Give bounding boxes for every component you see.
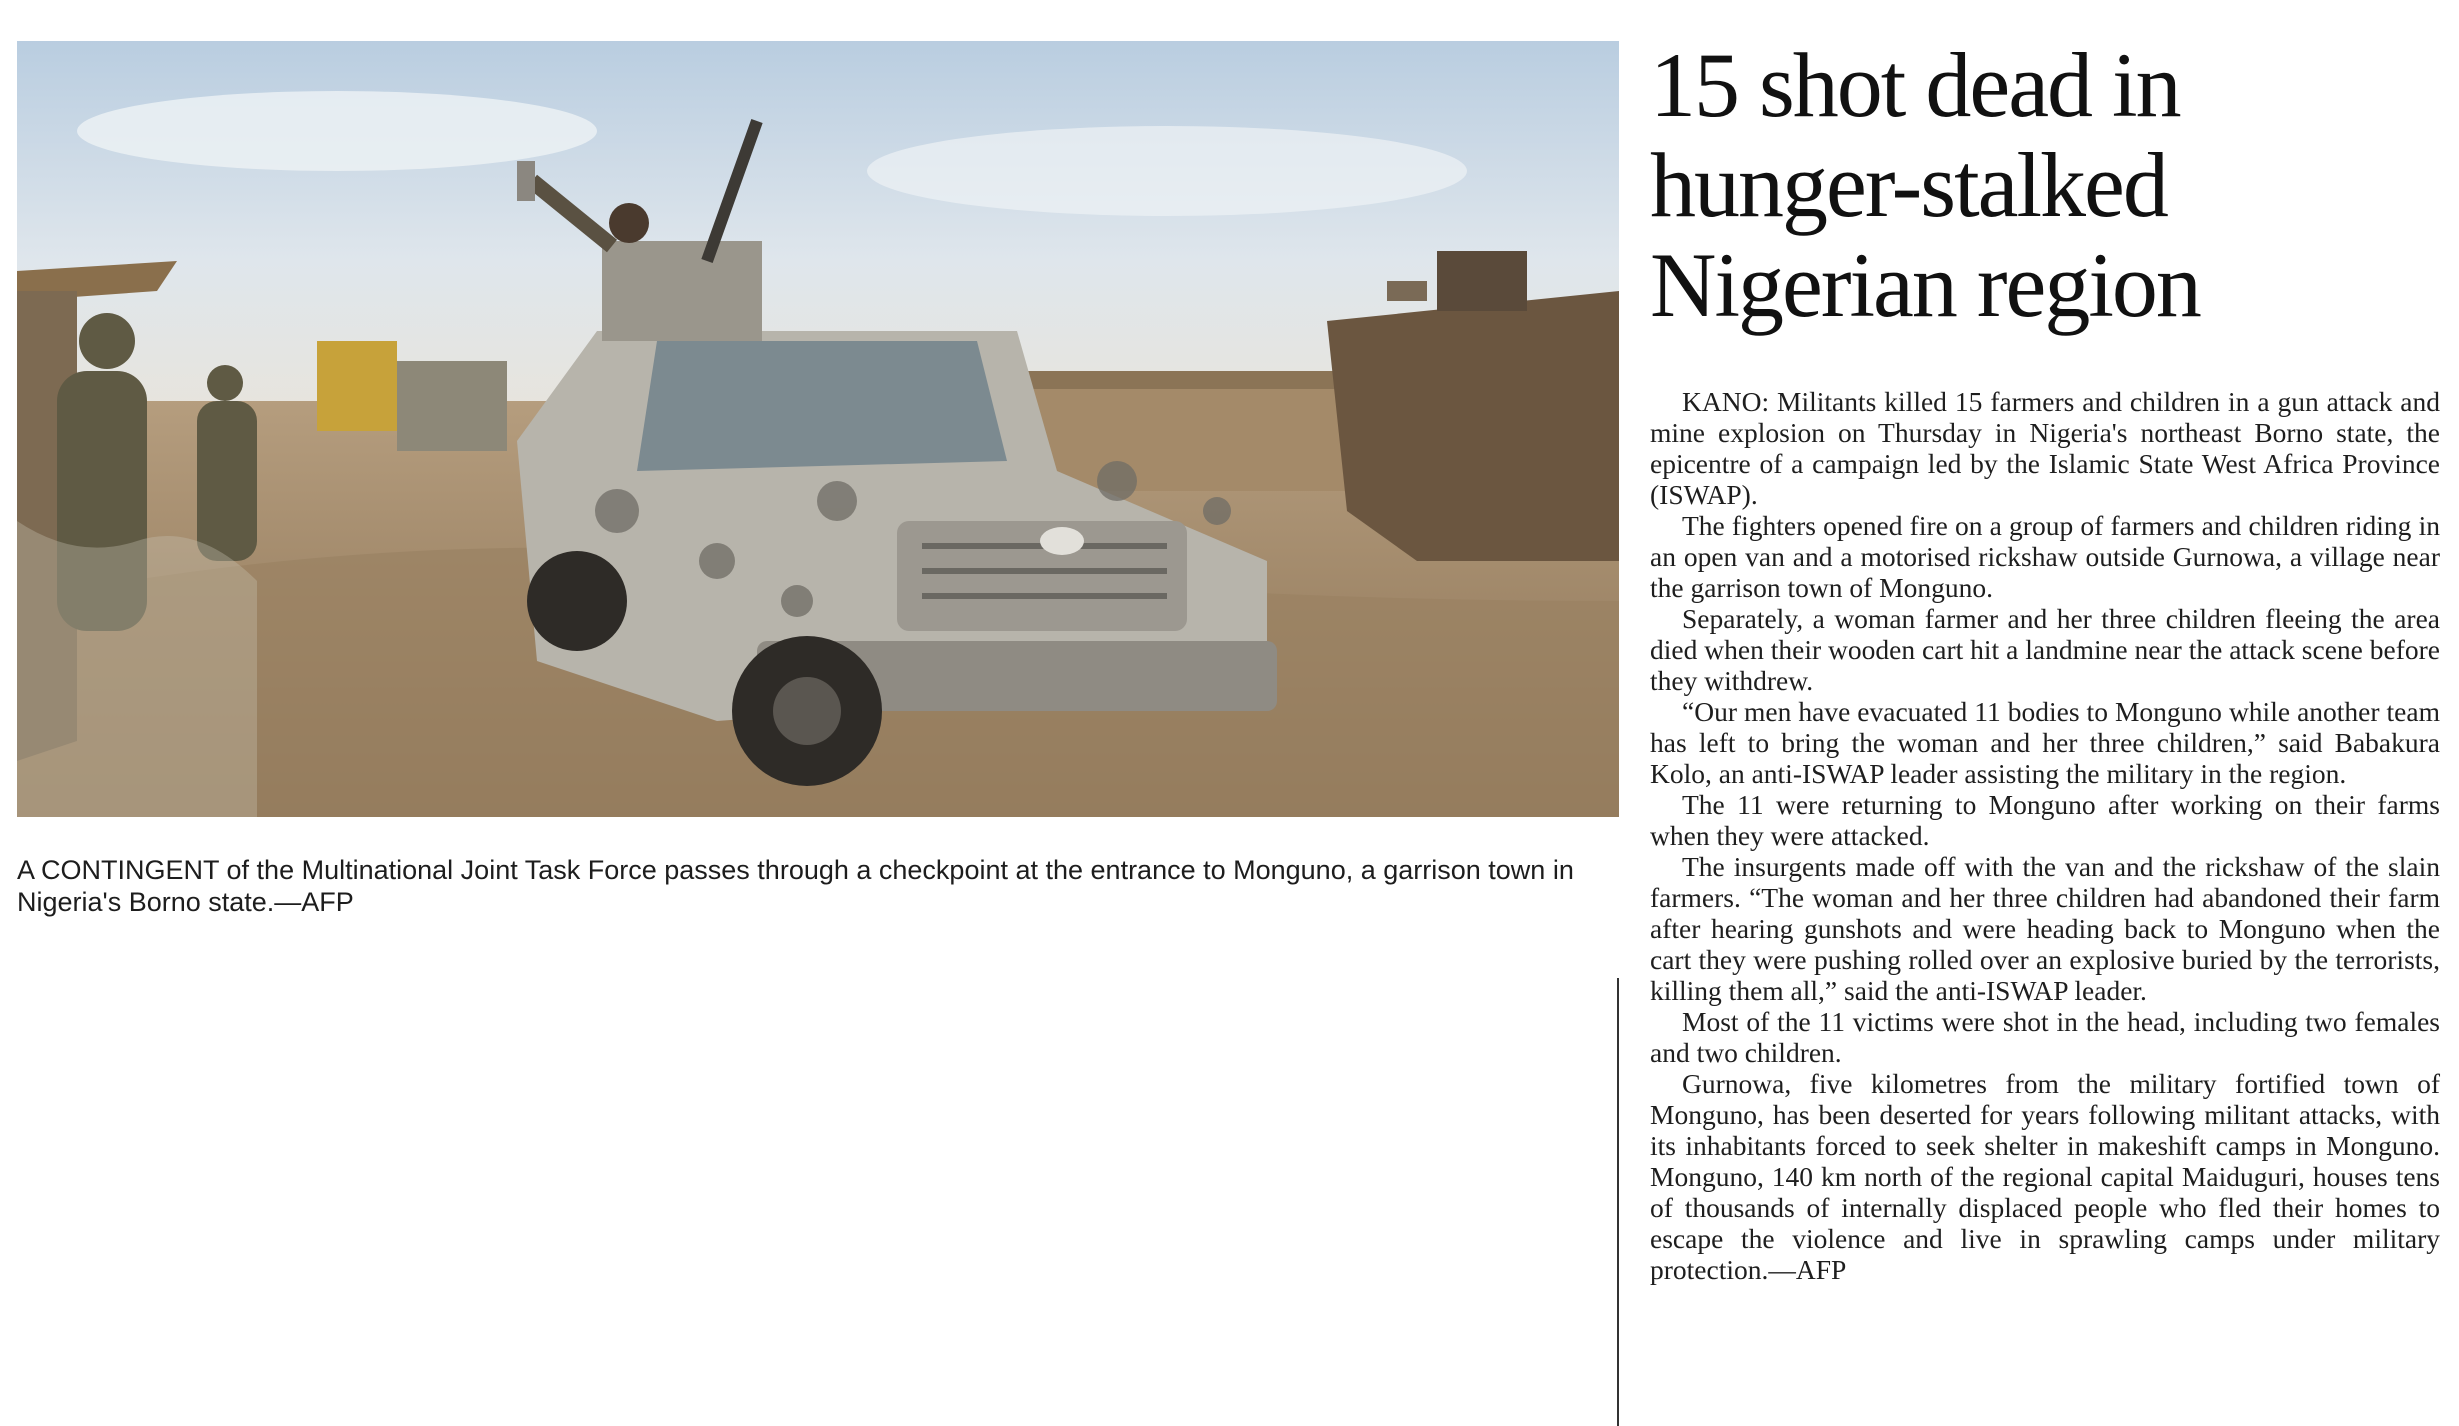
caption-lead: A CONTINGENT <box>17 855 220 885</box>
article-paragraph: The fighters opened fire on a group of farmers and children riding in an open van and a motorised rickshaw outside Gurnowa, a village near the garrison town of Monguno. <box>1650 510 2440 603</box>
article-paragraph: Gurnowa, five kilometres from the military fortified town of Monguno, has been deserted for years following militant attacks, with its inhabitants forced to seek shelter in makeshift camps in Monguno. Monguno, 140 km north of the regional capital Maiduguri, houses tens of thousands of internally displaced people who fled their homes to escape the violence and live in sprawling camps under military protection.—AFP <box>1650 1068 2440 1285</box>
article-paragraph: “Our men have evacuated 11 bodies to Monguno while another team has left to bring the woman and her three children,” said Babakura Kolo, an anti-ISWAP leader assisting the military in the region. <box>1650 696 2440 789</box>
convoy-photo-illustration <box>17 41 1619 817</box>
article-paragraph: Most of the 11 victims were shot in the head, including two females and two children. <box>1650 1006 2440 1068</box>
news-photo <box>17 41 1619 817</box>
column-rule <box>1617 978 1619 1426</box>
article-paragraph: The insurgents made off with the van and the rickshaw of the slain farmers. “The woman and her three children had abandoned their farm after hearing gunshots and were heading back to Monguno when the cart they were pushing rolled over an explosive buried by the terrorists, killing them all,” said the anti-ISWAP leader. <box>1650 851 2440 1006</box>
article-paragraph: The 11 were returning to Monguno after working on their farms when they were attacked. <box>1650 789 2440 851</box>
article-paragraph: KANO: Militants killed 15 farmers and children in a gun attack and mine explosion on Thursday in Nigeria's northeast Borno state, the epicentre of a campaign led by the Islamic State West Africa Province (ISWAP). <box>1650 386 2440 510</box>
article-body <box>1650 386 2440 1285</box>
article-headline: 15 shot dead in hunger-stalked Nigerian region <box>1650 34 2200 336</box>
article-paragraph: Separately, a woman farmer and her three children fleeing the area died when their wooden cart hit a landmine near the attack scene before they withdrew. <box>1650 603 2440 696</box>
photo-caption <box>17 854 1617 918</box>
caption-text: of the Multinational Joint Task Force passes through a checkpoint at the entrance to Monguno, a garrison town in Nigeria's Borno state.—AFP <box>17 855 1574 917</box>
